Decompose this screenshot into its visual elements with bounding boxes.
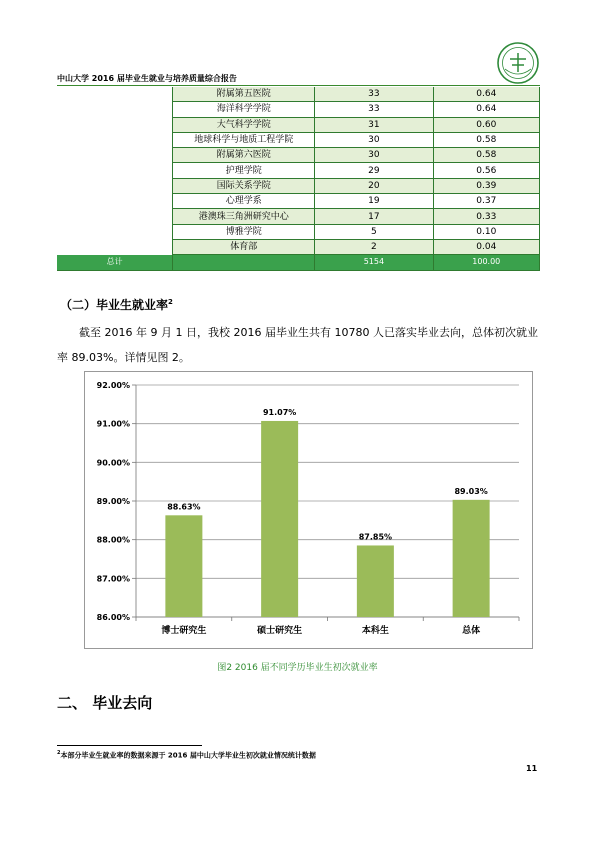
table-row — [57, 209, 540, 224]
y-tick-label: 89.00% — [96, 497, 130, 506]
bar — [453, 500, 490, 617]
bar — [261, 421, 298, 617]
employment-rate-chart — [84, 371, 533, 649]
count-cell: 33 — [315, 87, 433, 102]
college-name-cell: 地球科学与地质工程学院 — [173, 132, 315, 147]
university-seal-logo — [497, 42, 539, 84]
category-label: 博士研究生 — [161, 626, 207, 636]
college-name-cell: 护理学院 — [173, 163, 315, 178]
count-cell: 2 — [315, 239, 433, 254]
college-table — [57, 87, 540, 271]
bar — [165, 515, 202, 617]
college-name-cell: 大气科学学院 — [173, 117, 315, 132]
college-name-cell: 附属第六医院 — [173, 148, 315, 163]
percent-cell: 0.10 — [433, 224, 539, 239]
footnote-rule — [57, 745, 202, 746]
data-label: 87.85% — [358, 532, 393, 542]
table-spacer-cell — [57, 178, 173, 193]
data-label: 88.63% — [167, 502, 201, 512]
percent-cell: 0.58 — [433, 132, 539, 147]
total-count-cell: 5154 — [315, 255, 433, 270]
footnote-text: 本部分毕业生就业率的数据来源于 2016 届中山大学毕业生初次就业情况统计数据 — [60, 751, 316, 760]
table-row — [57, 163, 540, 178]
count-cell: 31 — [315, 117, 433, 132]
chapter-heading: 二、 毕业去向 — [57, 694, 153, 712]
table-row — [57, 117, 540, 132]
summary-paragraph: 截至 2016 年 9 月 1 日，我校 2016 届毕业生共有 10780 人已落实毕业去向，总体初次就业率 89.03%。详情见图 2。 — [57, 326, 538, 364]
table-spacer-cell — [57, 163, 173, 178]
college-name-cell: 附属第五医院 — [173, 87, 315, 102]
report-header-title: 中山大学 2016 届毕业生就业与培养质量综合报告 — [57, 74, 237, 83]
total-row — [57, 255, 540, 270]
college-name-cell: 博雅学院 — [173, 224, 315, 239]
percent-cell: 0.56 — [433, 163, 539, 178]
y-tick-label: 92.00% — [96, 381, 130, 390]
table-row — [57, 148, 540, 163]
figure-caption: 图2 2016 届不同学历毕业生初次就业率 — [217, 663, 378, 673]
count-cell: 17 — [315, 209, 433, 224]
percent-cell: 0.58 — [433, 148, 539, 163]
table-row — [57, 224, 540, 239]
table-spacer-cell — [57, 148, 173, 163]
college-name-cell: 海洋科学学院 — [173, 102, 315, 117]
chart-svg — [85, 372, 532, 648]
count-cell: 30 — [315, 132, 433, 147]
table-row — [57, 194, 540, 209]
count-cell: 30 — [315, 148, 433, 163]
category-label: 硕士研究生 — [257, 626, 303, 636]
count-cell: 29 — [315, 163, 433, 178]
footnote — [57, 750, 316, 760]
y-tick-label: 86.00% — [96, 613, 130, 622]
count-cell: 20 — [315, 178, 433, 193]
percent-cell: 0.60 — [433, 117, 539, 132]
page-number: 11 — [526, 764, 538, 773]
table-spacer-cell — [57, 239, 173, 254]
y-tick-label: 90.00% — [96, 458, 130, 468]
table-spacer-cell — [57, 194, 173, 209]
table-spacer-cell — [57, 224, 173, 239]
category-label: 总体 — [462, 626, 481, 636]
college-name-cell: 港澳珠三角洲研究中心 — [173, 209, 315, 224]
section-heading-text: （二）毕业生就业率 — [60, 298, 169, 312]
percent-cell: 0.37 — [433, 194, 539, 209]
percent-cell: 0.04 — [433, 239, 539, 254]
count-cell: 19 — [315, 194, 433, 209]
percent-cell: 0.39 — [433, 178, 539, 193]
table-spacer-cell — [57, 117, 173, 132]
college-name-cell: 体育部 — [173, 239, 315, 254]
percent-cell: 0.64 — [433, 102, 539, 117]
y-tick-label: 91.00% — [96, 419, 130, 429]
y-tick-label: 87.00% — [96, 574, 130, 584]
footnote-mark: 2 — [57, 750, 61, 756]
bar — [357, 545, 394, 617]
table-row — [57, 178, 540, 193]
total-percent-cell: 100.00 — [433, 255, 539, 270]
table-row — [57, 102, 540, 117]
table-spacer-cell — [57, 132, 173, 147]
total-empty-cell — [173, 255, 315, 270]
percent-cell: 0.33 — [433, 209, 539, 224]
table-spacer-cell — [57, 87, 173, 102]
data-label: 89.03% — [454, 486, 488, 496]
total-label: 总计 — [57, 255, 173, 270]
count-cell: 33 — [315, 102, 433, 117]
table-spacer-cell — [57, 209, 173, 224]
section-heading — [60, 296, 173, 313]
table-row — [57, 87, 540, 102]
table-spacer-cell — [57, 102, 173, 117]
category-label: 本科生 — [361, 626, 389, 636]
percent-cell: 0.64 — [433, 87, 539, 102]
college-name-cell: 心理学系 — [173, 194, 315, 209]
table-row — [57, 132, 540, 147]
count-cell: 5 — [315, 224, 433, 239]
header-rule — [57, 85, 540, 86]
data-label: 91.07% — [262, 407, 297, 417]
table-row — [57, 239, 540, 254]
footnote-ref: 2 — [168, 298, 173, 306]
college-name-cell: 国际关系学院 — [173, 178, 315, 193]
y-tick-label: 88.00% — [96, 535, 130, 545]
